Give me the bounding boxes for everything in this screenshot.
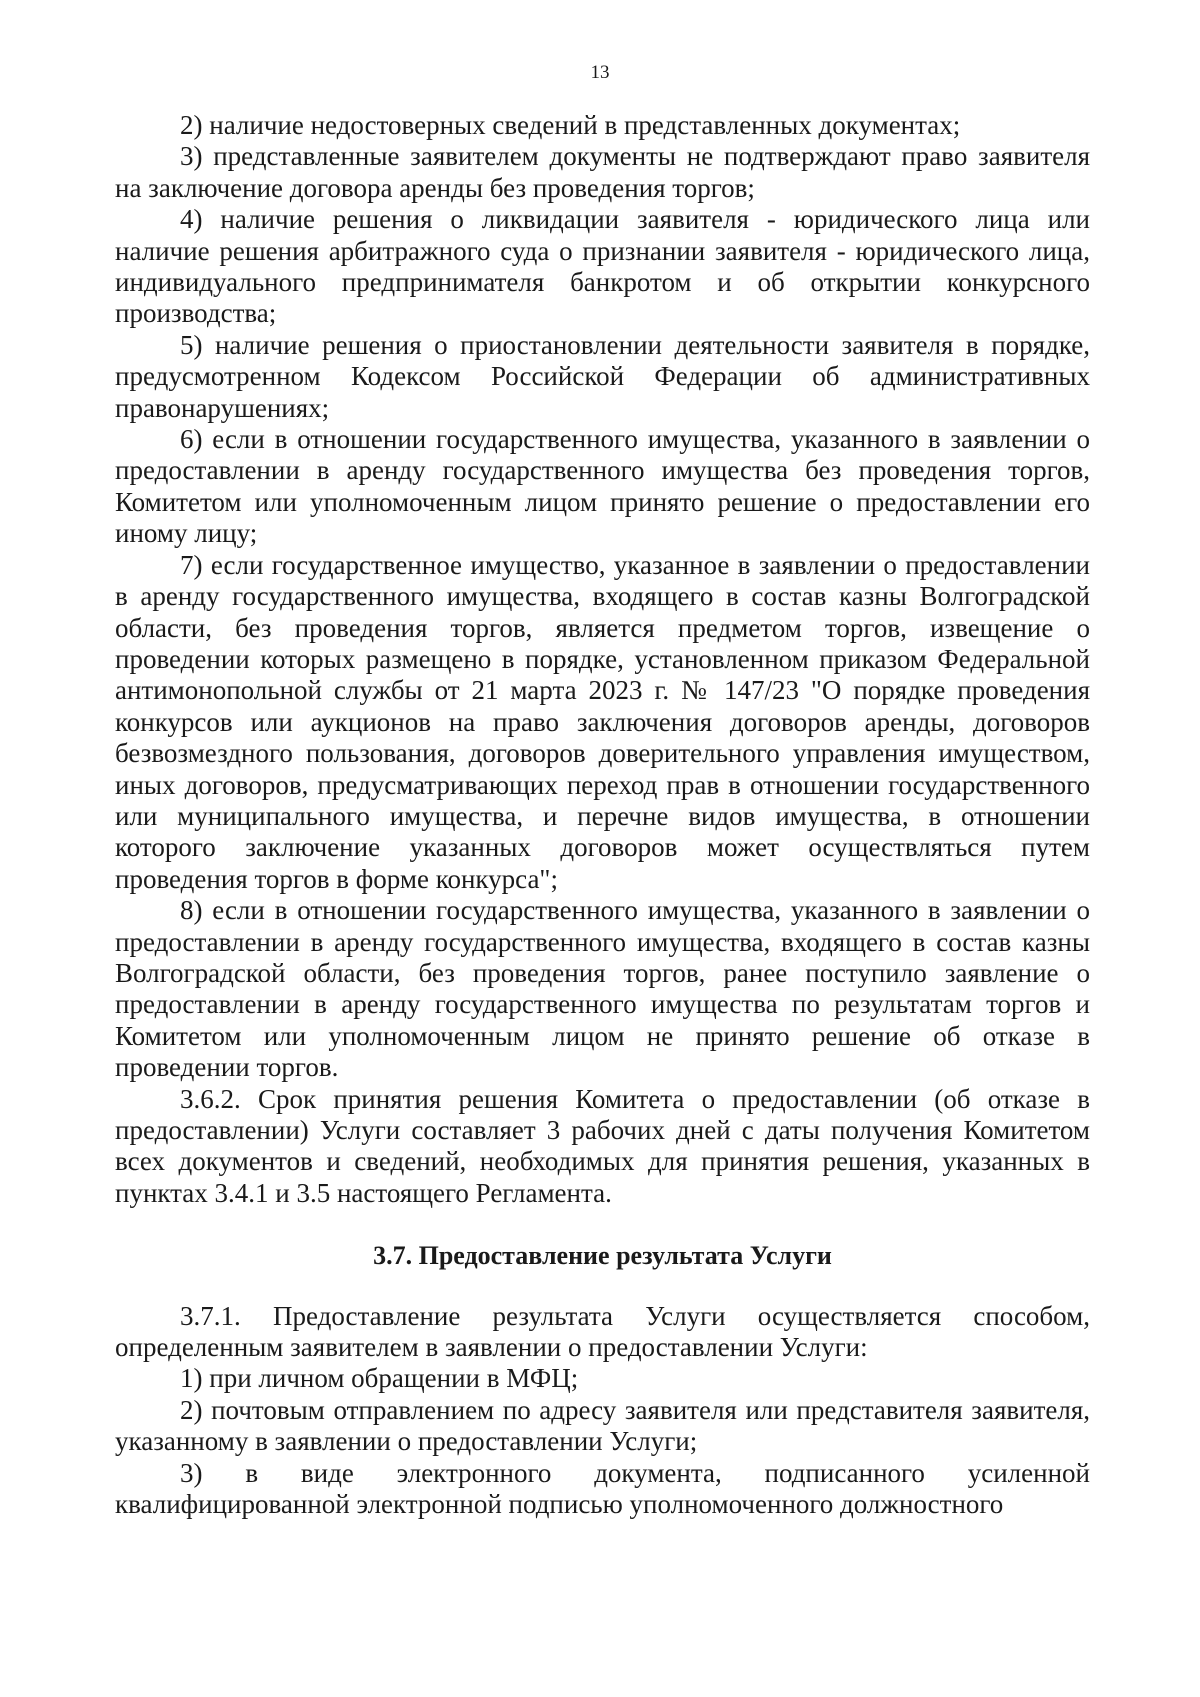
paragraph-item-7: 7) если государственное имущество, указанное в заявлении о предоставлении в аренду государственного имущества, входящего в состав казны Волгоградской области, без проведения торгов, является предметом торгов, извещение о проведении которых размещено в порядке, установленном приказом Федеральной антимонопольной службы от 21 марта 2023 г. № 147/23 "О порядке проведения конкурсов или аукционов на право заключения договоров аренды, договоров безвозмездного пользования, договоров доверительного управления имуществом, иных договоров, предусматривающих переход прав в отношении государственного или муниципального имущества, и перечне видов имущества, в отношении которого заключение указанных договоров может осуществляться путем проведения торгов в форме конкурса"; — [115, 549, 1090, 894]
section-heading-3-7: 3.7. Предоставление результата Услуги — [373, 1241, 832, 1271]
paragraph-item-5: 5) наличие решения о приостановлении деятельности заявителя в порядке, предусмотренном Кодексом Российской Федерации об административных правонарушениях; — [115, 329, 1090, 423]
list-item-2: 2) почтовым отправлением по адресу заявителя или представителя заявителя, указанному в заявлении о предоставлении Услуги; — [115, 1394, 1090, 1457]
paragraph-item-4: 4) наличие решения о ликвидации заявителя - юридического лица или наличие решения арбитражного суда о признании заявителя - юридического лица, индивидуального предпринимателя банкротом и об открытии конкурсного производства; — [115, 204, 1090, 329]
page-number: 13 — [590, 62, 610, 83]
list-item-1: 1) при личном обращении в МФЦ; — [180, 1363, 579, 1394]
paragraph-item-2: 2) наличие недостоверных сведений в представленных документах; — [180, 110, 961, 140]
paragraph-3-6-2: 3.6.2. Срок принятия решения Комитета о предоставлении (об отказе в предоставлении) Услуги составляет 3 рабочих дней с даты получения Комитетом всех документов и сведений, необходимых для принятия решения, указанных в пунктах 3.4.1 и 3.5 настоящего Регламента. — [115, 1083, 1090, 1208]
list-item-3: 3) в виде электронного документа, подписанного усиленной квалифицированной электронной подписью уполномоченного должностного — [115, 1457, 1090, 1520]
paragraph-item-8: 8) если в отношении государственного имущества, указанного в заявлении о предоставлении в аренду государственного имущества, входящего в состав казны Волгоградской области, без проведения торгов, ранее поступило заявление о предоставлении в аренду государственного имущества по результатам торгов и Комитетом или уполномоченным лицом не принято решение об отказе в проведении торгов. — [115, 895, 1090, 1083]
paragraph-item-3: 3) представленные заявителем документы не подтверждают право заявителя на заключение договора аренды без проведения торгов; — [115, 141, 1090, 203]
document-body — [115, 110, 1090, 1520]
paragraph-item-6: 6) если в отношении государственного имущества, указанного в заявлении о предоставлении в аренду государственного имущества без проведения торгов, Комитетом или уполномоченным лицом принято решение о предоставлении его иному лицу; — [115, 424, 1090, 549]
paragraph-3-7-1: 3.7.1. Предоставление результата Услуги осуществляется способом, определенным заявителем в заявлении о предоставлении Услуги: — [115, 1300, 1090, 1363]
